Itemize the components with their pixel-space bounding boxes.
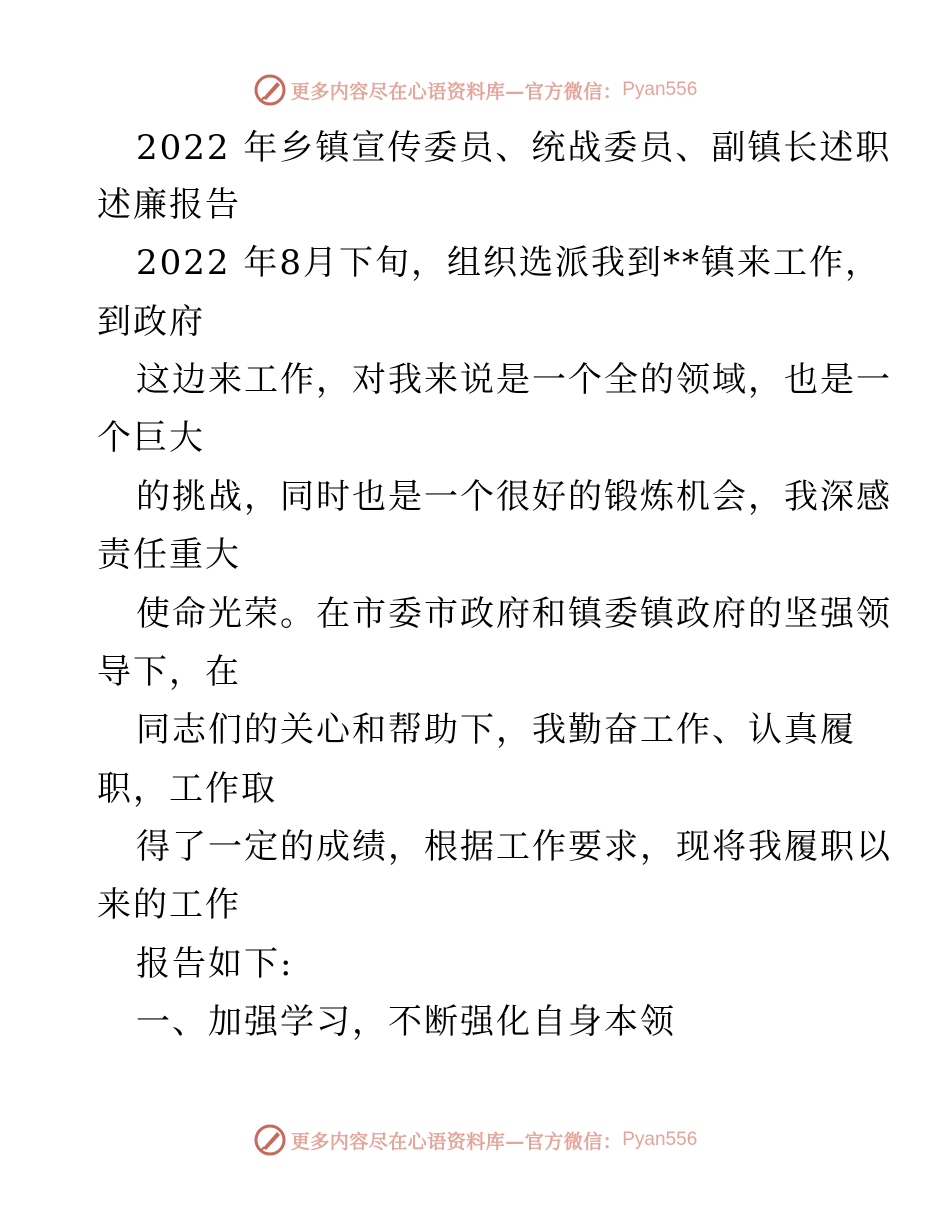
paragraph-line: 2022 年8月下旬，组织选派我到**镇来工作， — [136, 243, 881, 283]
header-watermark — [0, 70, 950, 110]
paragraph-line: 得了一定的成绩，根据工作要求，现将我履职以 — [136, 827, 892, 867]
watermark-text: 更多内容尽在心语资料库—官方微信： — [290, 80, 623, 103]
quill-logo-icon — [253, 73, 287, 107]
paragraph-line: 的挑战，同时也是一个很好的锻炼机会，我深感 — [136, 477, 892, 517]
watermark-handle: Pyan556 — [622, 1129, 698, 1150]
paragraph-line: 到政府 — [97, 302, 205, 342]
paragraph-line: 个巨大 — [97, 418, 205, 458]
paragraph-line: 报告如下: — [136, 944, 294, 984]
paragraph-line: 来的工作 — [97, 885, 241, 925]
paragraph-line: 导下，在 — [97, 652, 241, 692]
paragraph-line: 使命光荣。在市委市政府和镇委镇政府的坚强领 — [136, 594, 892, 634]
paragraph-line: 职，工作取 — [97, 769, 277, 809]
paragraph-line: 这边来工作，对我来说是一个全的领域，也是一 — [136, 360, 892, 400]
title-line-1: 2022 年乡镇宣传委员、统战委员、副镇长述职 — [136, 128, 892, 168]
watermark-text: 更多内容尽在心语资料库—官方微信： — [290, 1130, 623, 1153]
title-line-2: 述廉报告 — [97, 185, 241, 225]
footer-watermark — [0, 1120, 950, 1160]
paragraph-line: 责任重大 — [97, 535, 241, 575]
paragraph-line: 同志们的关心和帮助下，我勤奋工作、认真履 — [136, 710, 856, 750]
quill-logo-icon — [253, 1123, 287, 1157]
section-heading: 一、加强学习，不断强化自身本领 — [136, 1002, 676, 1042]
watermark-handle: Pyan556 — [622, 79, 698, 100]
